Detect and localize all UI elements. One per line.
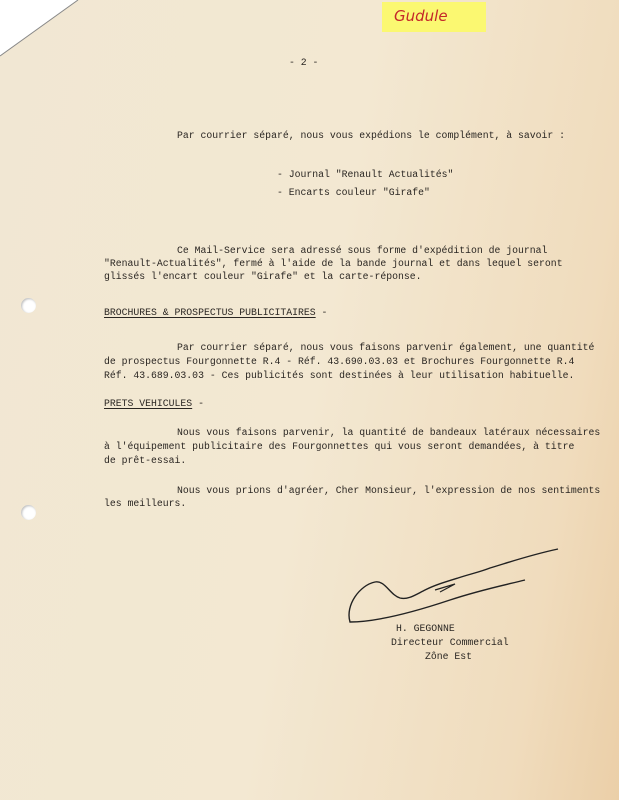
- closing-line: Nous vous prions d'agréer, Cher Monsieur, l'expression de nos sentiments: [177, 485, 601, 496]
- paragraph-line: glissés l'encart couleur "Girafe" et la carte-réponse.: [104, 271, 422, 282]
- closing-line: les meilleurs.: [104, 498, 187, 509]
- list-item: - Encarts couleur "Girafe": [277, 187, 430, 198]
- paragraph-line: Réf. 43.689.03.03 - Ces publicités sont destinées à leur utilisation habituelle.: [104, 370, 575, 381]
- signatory-zone: Zône Est: [425, 651, 473, 662]
- paragraph-line: Par courrier séparé, nous vous faisons parvenir également, une quantité: [177, 342, 595, 353]
- sticky-note: [382, 2, 486, 32]
- sticky-note-text: Gudule: [394, 7, 448, 25]
- handwritten-signature: [340, 540, 580, 630]
- paragraph-line: de prospectus Fourgonnette R.4 - Réf. 43.690.03.03 et Brochures Fourgonnette R.4: [104, 356, 575, 367]
- signatory-title: Directeur Commercial: [391, 637, 509, 648]
- punch-hole: [21, 505, 36, 520]
- intro-text: Par courrier séparé, nous vous expédions le complément, à savoir :: [177, 130, 566, 141]
- punch-hole: [21, 298, 36, 313]
- page-number: - 2 -: [289, 57, 319, 68]
- paragraph-line: Nous vous faisons parvenir, la quantité de bandeaux latéraux nécessaires: [177, 427, 601, 438]
- section-heading: BROCHURES & PROSPECTUS PUBLICITAIRES -: [104, 307, 328, 318]
- paragraph-line: "Renault-Actualités", fermé à l'aide de la bande journal et dans lequel seront: [104, 258, 563, 269]
- folded-corner: [0, 0, 80, 58]
- section-heading: PRETS VEHICULES -: [104, 398, 204, 409]
- list-item: - Journal "Renault Actualités": [277, 169, 454, 180]
- paragraph-line: de prêt-essai.: [104, 455, 187, 466]
- paragraph-line: à l'équipement publicitaire des Fourgonnettes qui vous seront demandées, à titre: [104, 441, 575, 452]
- signatory-name: H. GEGONNE: [396, 623, 455, 634]
- paragraph-line: Ce Mail-Service sera adressé sous forme d'expédition de journal: [177, 245, 548, 256]
